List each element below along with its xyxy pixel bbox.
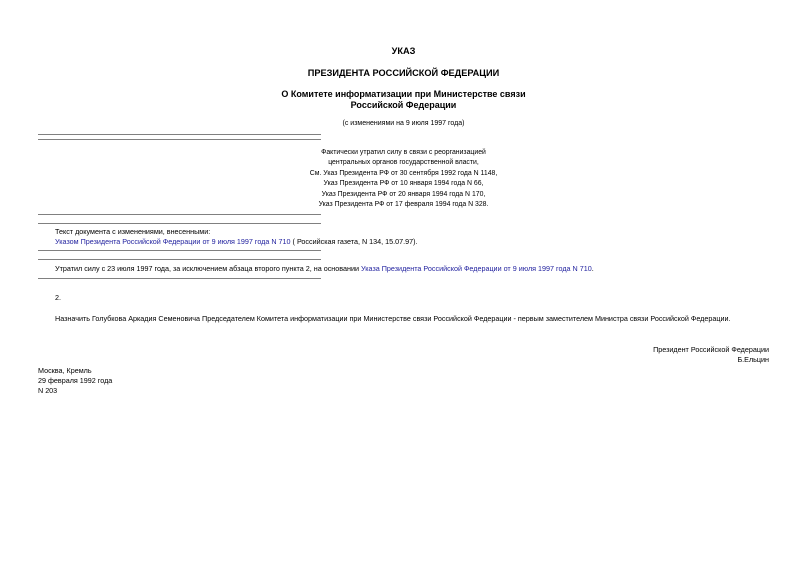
footer-place: Москва, Кремль bbox=[38, 366, 92, 375]
document-subject bbox=[0, 89, 807, 111]
status-note bbox=[0, 148, 807, 210]
status-note-line: Указ Президента РФ от 10 января 1994 года N 66, bbox=[323, 180, 484, 188]
separator-line bbox=[38, 139, 321, 140]
invalidation-note bbox=[55, 264, 594, 273]
amendment-decree-link[interactable]: Указом Президента Российской Федерации от 9 июля 1997 года N 710 bbox=[55, 237, 291, 246]
amendment-reference bbox=[55, 237, 418, 246]
document-heading: УКАЗ bbox=[391, 46, 416, 56]
footer-number: N 203 bbox=[38, 386, 58, 395]
invalidation-end: . bbox=[591, 264, 594, 273]
amendments-note: (с изменениями на 9 июля 1997 года) bbox=[342, 120, 465, 127]
separator-line bbox=[38, 278, 321, 279]
amendment-intro: Текст документа с изменениями, внесенными: bbox=[55, 227, 211, 236]
invalidation-text: Утратил силу с 23 июля 1997 года, за исключением абзаца второго пункта 2, на основании bbox=[55, 264, 361, 273]
separator-line bbox=[38, 223, 321, 224]
document-issuer: ПРЕЗИДЕНТА РОССИЙСКОЙ ФЕДЕРАЦИИ bbox=[307, 68, 500, 78]
amendment-source: ( Российская газета, N 134, 15.07.97). bbox=[290, 237, 418, 246]
separator-line bbox=[38, 134, 321, 135]
separator-line bbox=[38, 259, 321, 260]
invalidation-decree-link[interactable]: Указа Президента Российской Федерации от 9 июля 1997 года N 710 bbox=[361, 264, 592, 273]
separator-line bbox=[38, 250, 321, 251]
status-note-line: Указ Президента РФ от 20 января 1994 года N 170, bbox=[321, 190, 486, 198]
document-subject-line-1: О Комитете информатизации при Министерстве связи bbox=[281, 89, 526, 99]
status-note-line: См. Указ Президента РФ от 30 сентября 1992 года N 1148, bbox=[309, 169, 498, 177]
status-note-line: центральных органов государственной власти, bbox=[328, 159, 479, 167]
item-number: 2. bbox=[55, 293, 61, 302]
signature-position: Президент Российской Федерации bbox=[653, 345, 769, 354]
status-note-line: Указ Президента РФ от 17 февраля 1994 года N 328. bbox=[318, 201, 489, 209]
footer-date: 29 февраля 1992 года bbox=[38, 376, 113, 385]
body-paragraph: Назначить Голубкова Аркадия Семеновича Председателем Комитета информатизации при Министерстве связи Российской Федерации - первым заместителем Министра связи Российской Федерации. bbox=[55, 314, 731, 323]
document-subject-line-2: Российской Федерации bbox=[350, 100, 457, 110]
signature-name: Б.Ельцин bbox=[737, 355, 769, 364]
separator-line bbox=[38, 214, 321, 215]
status-note-line: Фактически утратил силу в связи с реорганизацией bbox=[321, 149, 486, 156]
